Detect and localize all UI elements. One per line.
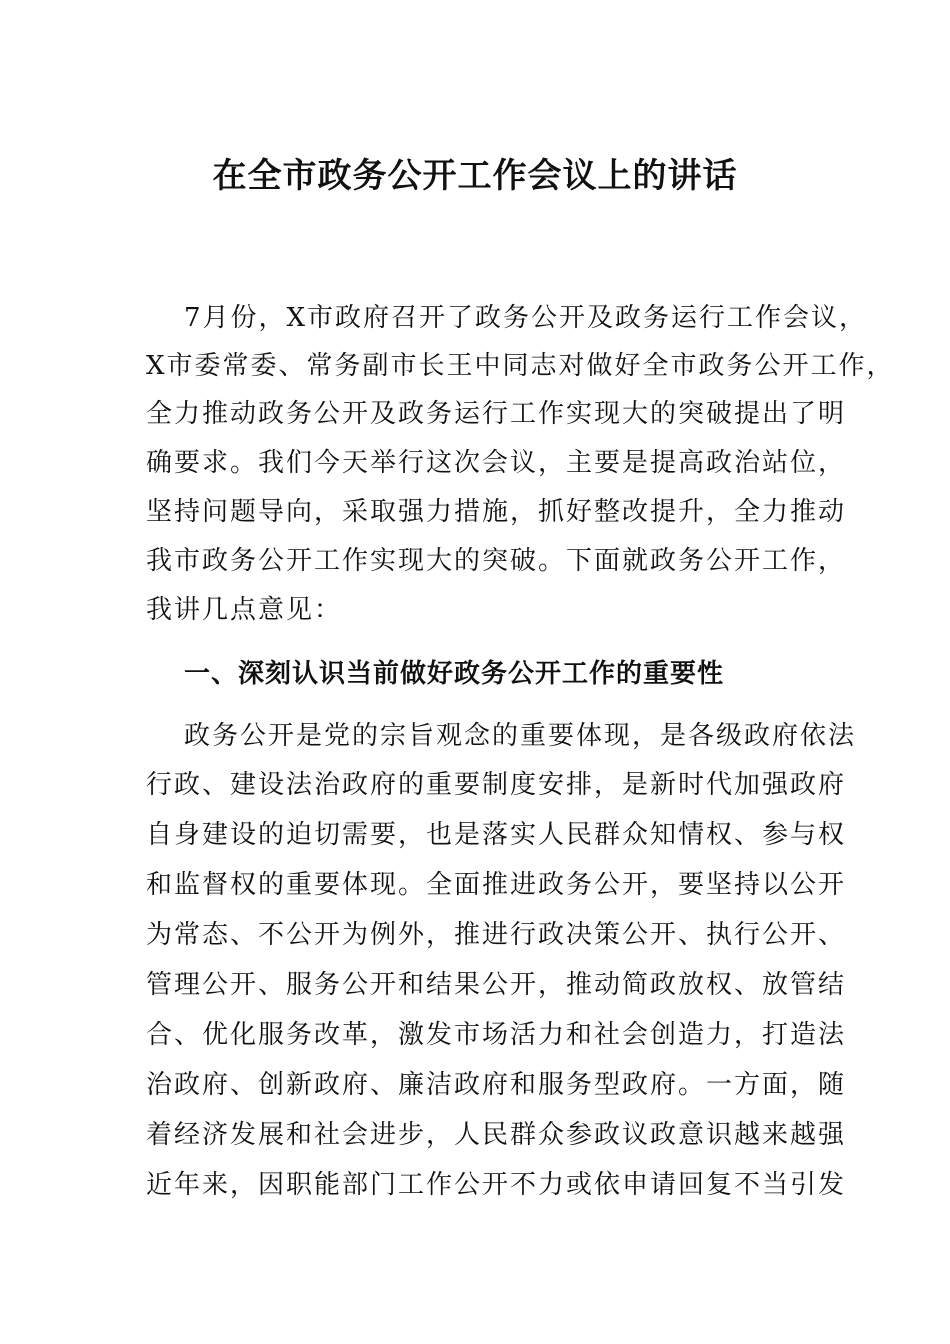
paragraph-line: 政务公开是党的宗旨观念的重要体现，是各级政府依法 bbox=[184, 721, 857, 751]
paragraph-line: 确要求。我们今天举行这次会议，主要是提高政治站位， bbox=[146, 448, 847, 478]
paragraph-line: 我讲几点意见： bbox=[146, 595, 343, 625]
paragraph-line: 我市政务公开工作实现大的突破。下面就政务公开工作， bbox=[146, 546, 847, 576]
paragraph-line: 和监督权的重要体现。全面推进政务公开，要坚持以公开 bbox=[146, 870, 847, 900]
paragraph-line: 管理公开、服务公开和结果公开，推动简政放权、放管结 bbox=[146, 970, 847, 1000]
paragraph-line: 近年来，因职能部门工作公开不力或依申请回复不当引发 bbox=[146, 1170, 847, 1200]
paragraph-line: X市委常委、常务副市长王中同志对做好全市政务公开工作， bbox=[146, 351, 895, 381]
paragraph-line: 行政、建设法治政府的重要制度安排，是新时代加强政府 bbox=[146, 770, 847, 800]
document-title: 在全市政务公开工作会议上的讲话 bbox=[212, 156, 738, 196]
paragraph-line: 自身建设的迫切需要，也是落实人民群众知情权、参与权 bbox=[146, 820, 847, 850]
paragraph-line: 7月份，X市政府召开了政务公开及政务运行工作会议， bbox=[184, 303, 868, 333]
paragraph-line: 着经济发展和社会进步，人民群众参政议政意识越来越强 bbox=[146, 1120, 847, 1150]
paragraph-line: 坚持问题导向，采取强力措施，抓好整改提升，全力推动 bbox=[146, 497, 847, 527]
paragraph-line: 为常态、不公开为例外，推进行政决策公开、执行公开、 bbox=[146, 920, 847, 950]
paragraph-line: 全力推动政务公开及政务运行工作实现大的突破提出了明 bbox=[146, 399, 847, 429]
section-heading: 一、深刻认识当前做好政务公开工作的重要性 bbox=[184, 659, 725, 689]
paragraph-line: 合、优化服务改革，激发市场活力和社会创造力，打造法 bbox=[146, 1020, 847, 1050]
paragraph-line: 治政府、创新政府、廉洁政府和服务型政府。一方面，随 bbox=[146, 1070, 847, 1100]
